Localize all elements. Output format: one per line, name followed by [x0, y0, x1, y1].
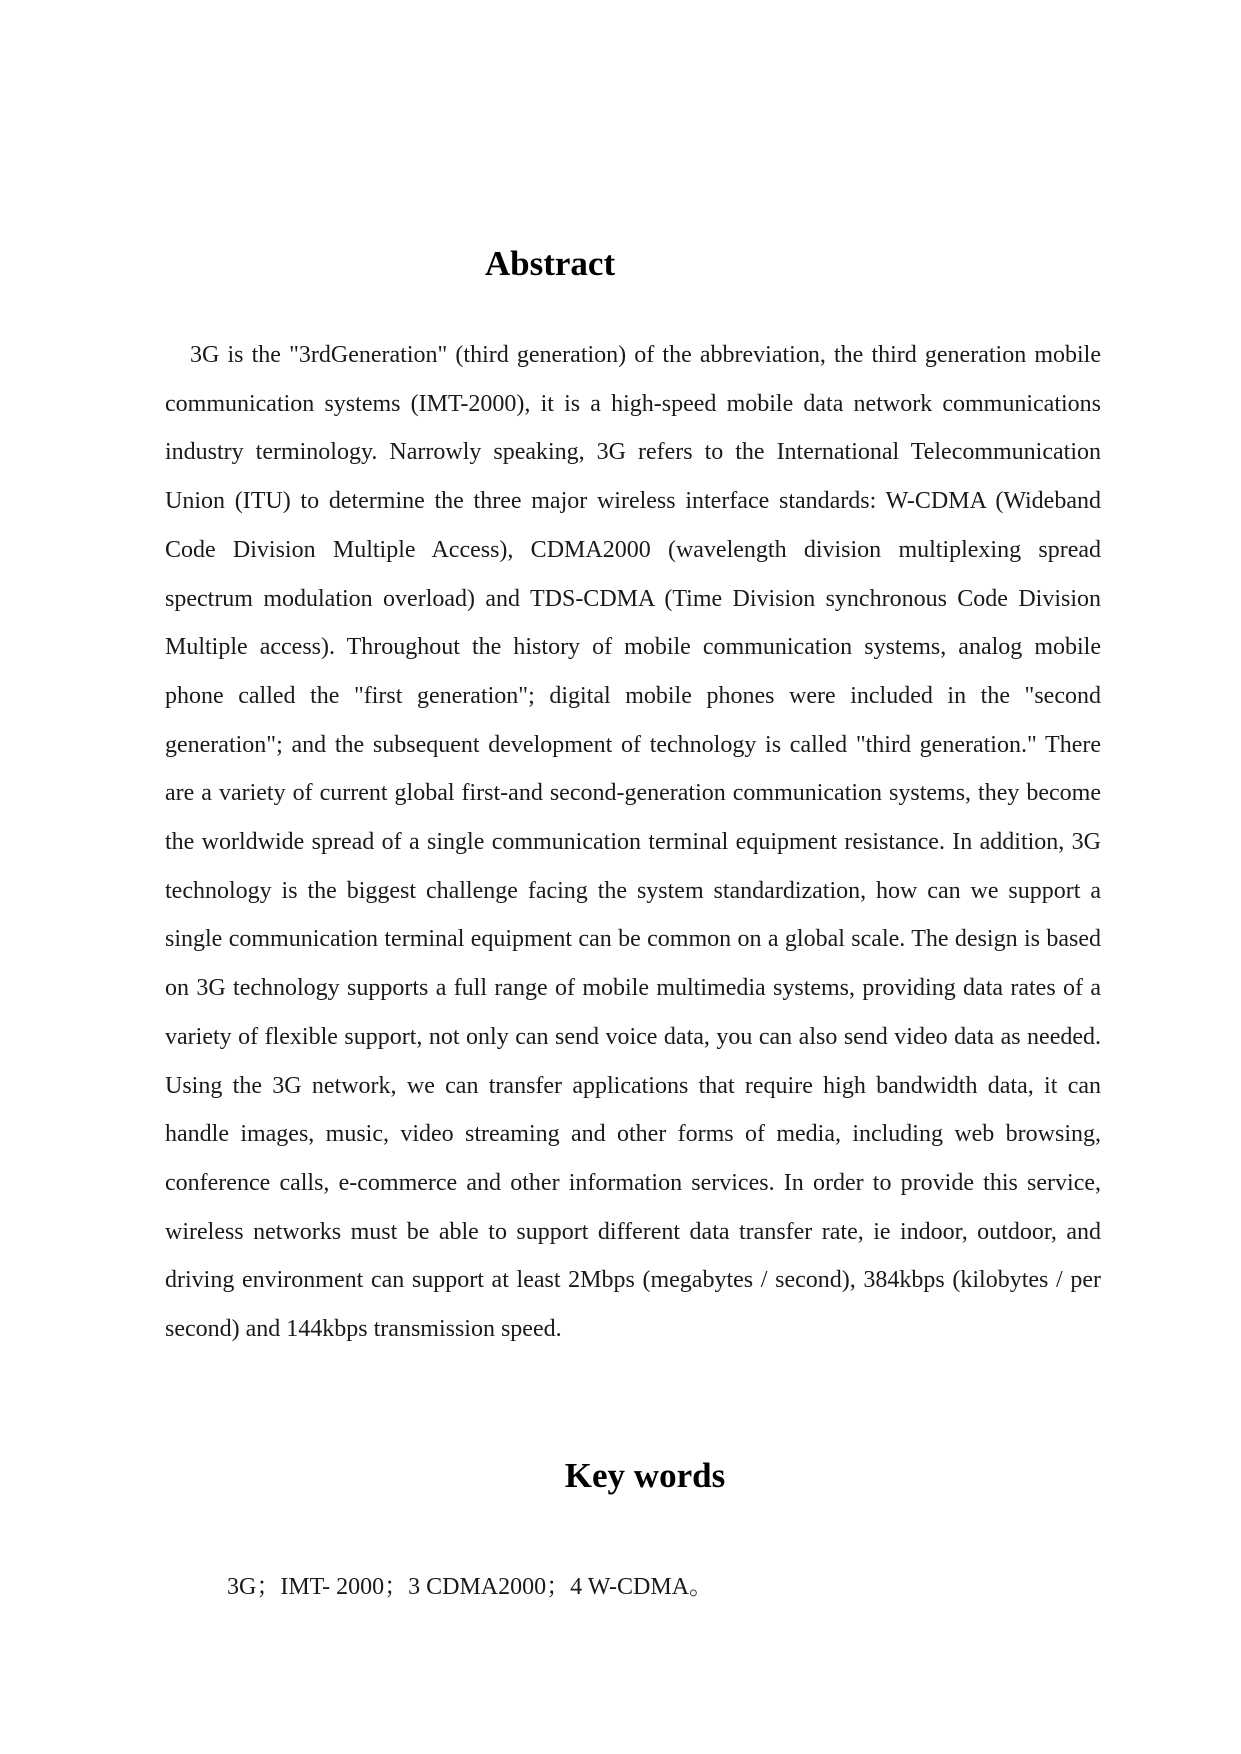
- abstract-heading: Abstract: [484, 244, 616, 283]
- abstract-paragraph: 3G is the "3rdGeneration" (third generation) of the abbreviation, the third generation mobile communication systems (IMT-2000), it is a high-speed mobile data network communications industry terminology. Narrowly speaking, 3G refers to the International Telecommunication Union (ITU) to determine the three major wireless interface standards: W-CDMA (Wideband Code Division Multiple Access), CDMA2000 (wavelength division multiplexing spread spectrum modulation overload) and TDS-CDMA (Time Division synchronous Code Division Multiple access). Throughout the history of mobile communication systems, analog mobile phone called the "first generation"; digital mobile phones were included in the "second generation"; and the subsequent development of technology is called "third generation." There are a variety of current global first-and second-generation communication systems, they become the worldwide spread of a single communication terminal equipment resistance. In addition, 3G technology is the biggest challenge facing the system standardization, how can we support a single communication terminal equipment can be common on a global scale. The design is based on 3G technology supports a full range of mobile multimedia systems, providing data rates of a variety of flexible support, not only can send voice data, you can also send video data as needed. Using the 3G network, we can transfer applications that require high bandwidth data, it can handle images, music, video streaming and other forms of media, including web browsing, conference calls, e-commerce and other information services. In order to provide this service, wireless networks must be able to support different data transfer rate, ie indoor, outdoor, and driving environment can support at least 2Mbps (megabytes / second), 384kbps (kilobytes / per second) and 144kbps transmission speed.: [165, 342, 1101, 1343]
- keywords-list: 3G；IMT- 2000；3 CDMA2000；4 W-CDMA。: [227, 1574, 714, 1600]
- keywords-heading: Key words: [564, 1456, 726, 1495]
